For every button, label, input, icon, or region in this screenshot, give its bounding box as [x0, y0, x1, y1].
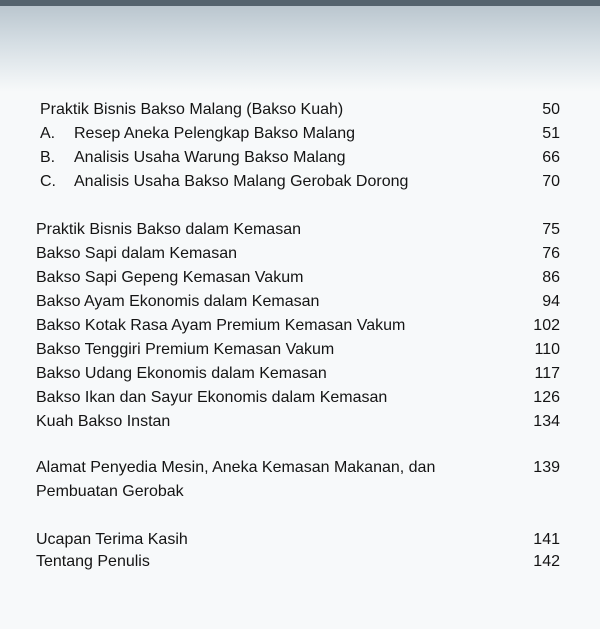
toc-item-title: Bakso Tenggiri Premium Kemasan Vakum [36, 341, 335, 358]
toc-entry-title-continued [0, 480, 600, 504]
toc-subentry-b[interactable] [0, 146, 600, 170]
toc-item-title: Bakso Kotak Rasa Ayam Premium Kemasan Vakum [36, 317, 406, 334]
toc-page-number: 94 [542, 293, 560, 310]
toc-page-number: 110 [534, 341, 560, 358]
toc-page-number: 70 [542, 173, 560, 190]
toc-item[interactable] [0, 362, 600, 386]
toc-item-title: Bakso Sapi dalam Kemasan [36, 245, 237, 262]
toc-entry-alamat-penyedia[interactable] [0, 456, 600, 480]
toc-entry-title: Praktik Bisnis Bakso dalam Kemasan [36, 221, 301, 238]
toc-subentry-c[interactable] [0, 170, 600, 194]
toc-item[interactable] [0, 266, 600, 290]
toc-item[interactable] [0, 386, 600, 410]
toc-item-title: Bakso Udang Ekonomis dalam Kemasan [36, 365, 327, 382]
toc-page-number: 134 [533, 413, 560, 430]
toc-item[interactable] [0, 314, 600, 338]
toc-item[interactable] [0, 410, 600, 434]
toc-item-title: Bakso Ikan dan Sayur Ekonomis dalam Kemasan [36, 389, 388, 406]
toc-entry-title: Praktik Bisnis Bakso Malang (Bakso Kuah) [40, 101, 344, 118]
toc-page-number: 50 [542, 101, 560, 118]
toc-page-number: 86 [542, 269, 560, 286]
toc-entry-title: Alamat Penyedia Mesin, Aneka Kemasan Makanan, dan [36, 459, 436, 476]
toc-entry-tentang-penulis[interactable] [0, 550, 600, 574]
toc-page-number: 76 [542, 245, 560, 262]
toc-subentry-title: Analisis Usaha Warung Bakso Malang [74, 149, 346, 166]
toc-entry-bakso-malang[interactable] [0, 98, 600, 122]
toc-subentry-letter: B. [40, 149, 56, 166]
toc-subentry-letter: C. [40, 173, 56, 190]
toc-page-number: 141 [533, 531, 560, 548]
toc-page-number: 102 [533, 317, 560, 334]
toc-entry-title: Tentang Penulis [36, 553, 150, 570]
toc-page-number: 66 [542, 149, 560, 166]
toc-page-number: 126 [533, 389, 560, 406]
toc-subentry-title: Resep Aneka Pelengkap Bakso Malang [74, 125, 356, 142]
toc-subentry-letter: A. [40, 125, 56, 142]
toc-entry-ucapan[interactable] [0, 528, 600, 552]
toc-page-number: 51 [542, 125, 560, 142]
toc-page-number: 142 [533, 553, 560, 570]
toc-entry-bakso-kemasan[interactable] [0, 218, 600, 242]
toc-page-number: 139 [533, 459, 560, 476]
toc-item-title: Kuah Bakso Instan [36, 413, 171, 430]
toc-item-title: Bakso Ayam Ekonomis dalam Kemasan [36, 293, 320, 310]
toc-page-number: 117 [534, 365, 560, 382]
toc-subentry-a[interactable] [0, 122, 600, 146]
toc-item[interactable] [0, 290, 600, 314]
toc-page-number: 75 [542, 221, 560, 238]
toc-item-title: Bakso Sapi Gepeng Kemasan Vakum [36, 269, 304, 286]
toc-item[interactable] [0, 338, 600, 362]
toc-subentry-title: Analisis Usaha Bakso Malang Gerobak Dorong [74, 173, 409, 190]
toc-entry-title-line2: Pembuatan Gerobak [36, 483, 184, 500]
toc-entry-title: Ucapan Terima Kasih [36, 531, 188, 548]
toc-item[interactable] [0, 242, 600, 266]
